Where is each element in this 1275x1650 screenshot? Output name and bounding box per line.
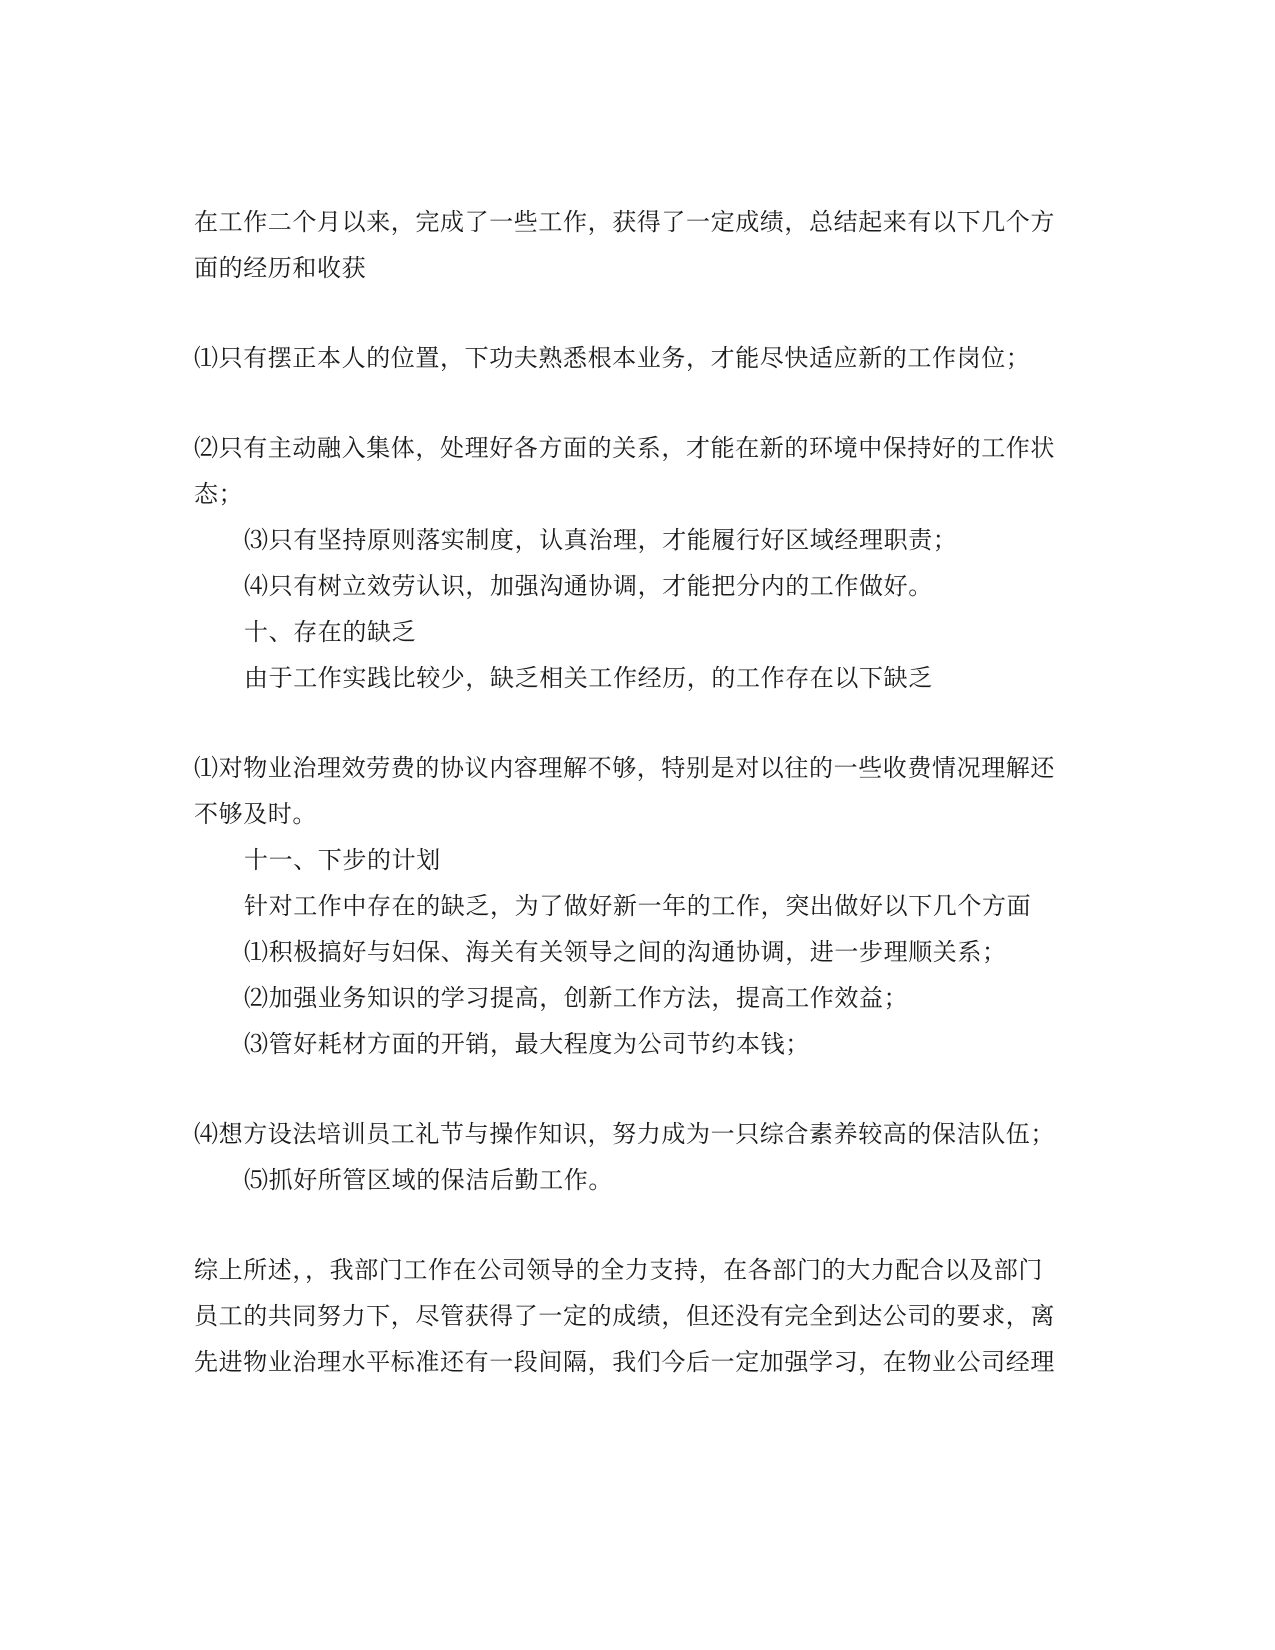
list-item: ⑵只有主动融入集体，处理好各方面的关系，才能在新的环境中保持好的工作状 (194, 434, 1055, 462)
section-heading: 十一、下步的计划 (244, 846, 441, 874)
list-item: ⑴只有摆正本人的位置，下功夫熟悉根本业务，才能尽快适应新的工作岗位； (194, 344, 1031, 372)
list-item: ⑵加强业务知识的学习提高，创新工作方法，提高工作效益； (244, 984, 909, 1012)
paragraph-line: 不够及时。 (194, 800, 317, 828)
list-item: ⑴对物业治理效劳费的协议内容理解不够，特别是对以往的一些收费情况理解还 (194, 754, 1055, 782)
list-item: ⑶管好耗材方面的开销，最大程度为公司节约本钱； (244, 1030, 810, 1058)
paragraph-line: 员工的共同努力下，尽管获得了一定的成绩，但还没有完全到达公司的要求，离 (194, 1302, 1055, 1330)
paragraph-line: 面的经历和收获 (194, 254, 367, 282)
section-heading: 十、存在的缺乏 (244, 618, 417, 646)
list-item: ⑷想方设法培训员工礼节与操作知识，努力成为一只综合素养较高的保洁队伍； (194, 1120, 1055, 1148)
list-item: ⑸抓好所管区域的保洁后勤工作。 (244, 1166, 613, 1194)
paragraph-line: 针对工作中存在的缺乏，为了做好新一年的工作，突出做好以下几个方面 (244, 892, 1032, 920)
paragraph-line: 态； (194, 480, 244, 508)
paragraph-line: 先进物业治理水平标准还有一段间隔，我们今后一定加强学习，在物业公司经理 (194, 1348, 1055, 1376)
list-item: ⑷只有树立效劳认识，加强沟通协调，才能把分内的工作做好。 (244, 572, 933, 600)
list-item: ⑶只有坚持原则落实制度，认真治理，才能履行好区域经理职责； (244, 526, 958, 554)
paragraph-line: 综上所述，，我部门工作在公司领导的全力支持，在各部门的大力配合以及部门 (194, 1256, 1043, 1284)
paragraph-line: 由于工作实践比较少，缺乏相关工作经历，的工作存在以下缺乏 (244, 664, 933, 692)
list-item: ⑴积极搞好与妇保、海关有关领导之间的沟通协调，进一步理顺关系； (244, 938, 1007, 966)
paragraph-line: 在工作二个月以来，完成了一些工作，获得了一定成绩，总结起来有以下几个方 (194, 208, 1055, 236)
